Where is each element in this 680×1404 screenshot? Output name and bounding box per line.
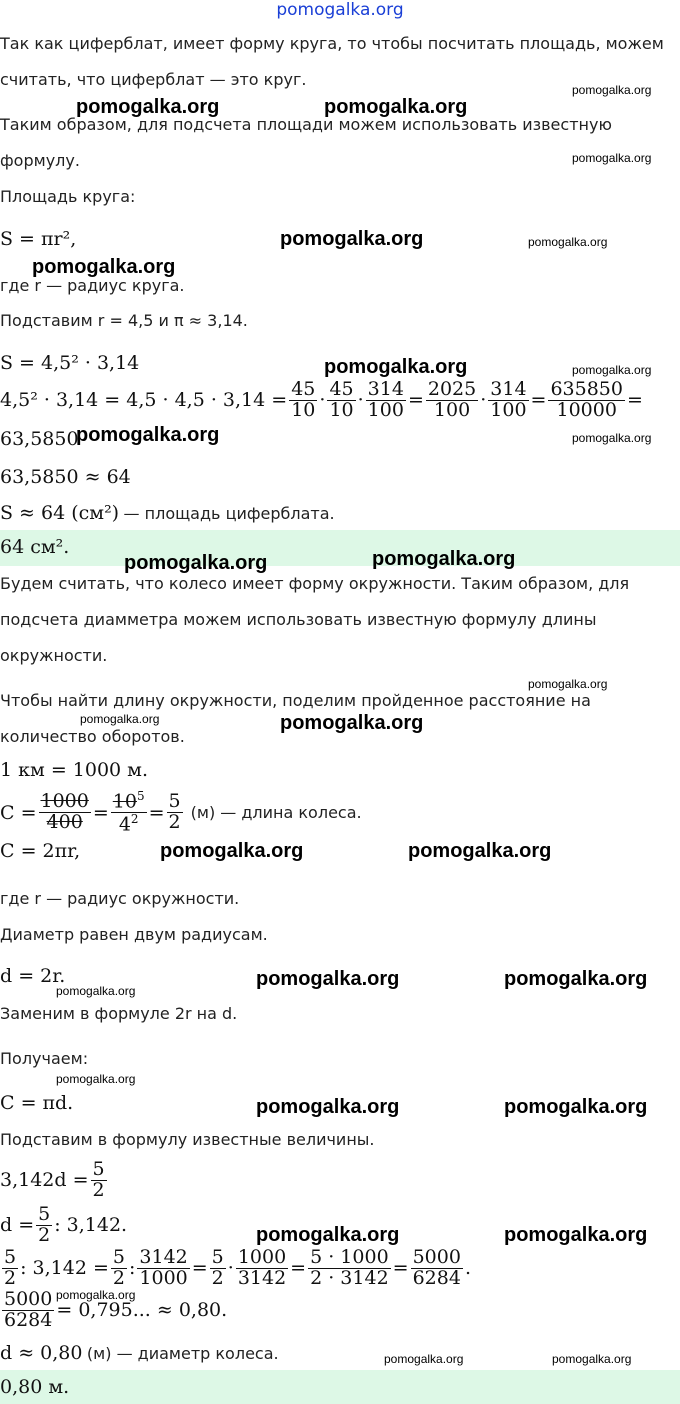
formula-line: $\frac{5000}{6284}$ = 0,795... ≈ 0,80. bbox=[4, 1288, 228, 1331]
formula-fraction-chain: C = $\frac{1000}{400}$ = $\frac{10^5}{4^2}$ = $\frac{5}{2}$ (м) — длина колеса. bbox=[0, 789, 362, 836]
answer-text: 0,80 м. bbox=[0, 1376, 70, 1398]
formula-line: C = πd. bbox=[0, 1092, 74, 1114]
formula-line: d = 2r. bbox=[0, 965, 66, 987]
watermark[interactable]: pomogalka.org bbox=[408, 840, 552, 862]
watermark[interactable]: pomogalka.org bbox=[256, 968, 400, 990]
text-line: формулу. bbox=[0, 151, 80, 170]
formula-fraction-chain: 4,5² · 3,14 = 4,5 · 4,5 · 3,14 = $\frac{45}{10}$ · $\frac{45}{10}$ · $\frac{314}{100}$ = $\frac{2025}{100}$ · $\frac{314}{100}$ = $\frac{635850}{10000}$ = bbox=[0, 378, 643, 421]
watermark[interactable]: pomogalka.org bbox=[528, 677, 608, 691]
watermark[interactable]: pomogalka.org bbox=[56, 984, 136, 998]
text-line: количество оборотов. bbox=[0, 727, 185, 746]
watermark[interactable]: pomogalka.org bbox=[504, 1224, 648, 1246]
fraction: $\frac{5 \cdot 1000}{2 \cdot 3142}$ bbox=[310, 1246, 389, 1289]
answer-text: 64 см². bbox=[0, 536, 70, 558]
text-line: Получаем: bbox=[0, 1049, 89, 1068]
fraction: $\frac{10^5}{4^2}$ bbox=[112, 789, 145, 836]
fraction: $\frac{5}{2}$ bbox=[211, 1246, 224, 1289]
watermark[interactable]: pomogalka.org bbox=[324, 356, 468, 378]
watermark[interactable]: pomogalka.org bbox=[324, 96, 468, 118]
watermark[interactable]: pomogalka.org bbox=[552, 1352, 632, 1366]
watermark[interactable]: pomogalka.org bbox=[256, 1096, 400, 1118]
formula-lhs: C = bbox=[0, 801, 37, 824]
fraction: $\frac{5}{2}$ bbox=[92, 1158, 105, 1201]
fraction: $\frac{1000}{400}$ bbox=[40, 790, 89, 834]
result-text: — площадь циферблата. bbox=[123, 504, 335, 523]
fraction: $\frac{45}{10}$ bbox=[291, 378, 316, 421]
text-line: Подставим r = 4,5 и π ≈ 3,14. bbox=[0, 311, 248, 330]
watermark[interactable]: pomogalka.org bbox=[80, 712, 160, 726]
watermark[interactable]: pomogalka.org bbox=[572, 431, 652, 445]
watermark[interactable]: pomogalka.org bbox=[572, 83, 652, 97]
fraction: $\frac{635850}{10000}$ bbox=[550, 378, 623, 421]
fraction: $\frac{5000}{6284}$ bbox=[4, 1288, 53, 1331]
watermark[interactable]: pomogalka.org bbox=[124, 552, 268, 574]
answer-box bbox=[0, 1370, 680, 1404]
fraction: $\frac{45}{10}$ bbox=[329, 378, 354, 421]
text-line: Чтобы найти длину окружности, поделим пройденное расстояние на bbox=[0, 691, 591, 710]
formula-area: S = πr², bbox=[0, 228, 77, 250]
formula-line: d = $\frac{5}{2}$ : 3,142. bbox=[0, 1203, 128, 1246]
watermark[interactable]: pomogalka.org bbox=[372, 548, 516, 570]
watermark[interactable]: pomogalka.org bbox=[160, 840, 304, 862]
formula-fraction-chain: $\frac{5}{2}$ : 3,142 = $\frac{5}{2}$ : $\frac{3142}{1000}$ = $\frac{5}{2}$ · $\frac{1000}{3142}$ = $\frac{5 \cdot 1000}{2 \cdot 3142}$ = $\frac{5000}{6284}$ . bbox=[4, 1246, 471, 1289]
result-math: d ≈ 0,80 bbox=[0, 1342, 83, 1364]
fraction: $\frac{5}{2}$ bbox=[38, 1203, 51, 1246]
fraction: $\frac{2025}{100}$ bbox=[427, 378, 477, 421]
fraction: $\frac{5}{2}$ bbox=[112, 1246, 125, 1289]
watermark[interactable]: pomogalka.org bbox=[76, 96, 220, 118]
text-line: Будем считать, что колесо имеет форму окружности. Таким образом, для bbox=[0, 574, 630, 593]
watermark[interactable]: pomogalka.org bbox=[384, 1352, 464, 1366]
text-line: подсчета диамметра можем использовать известную формулу длины bbox=[0, 610, 597, 629]
formula-line: C = 2πr, bbox=[0, 840, 81, 862]
text-line: где r — радиус круга. bbox=[0, 276, 185, 295]
answer-box bbox=[0, 530, 680, 566]
watermark-top[interactable]: pomogalka.org bbox=[276, 0, 404, 20]
formula-line: S = 4,5² · 3,14 bbox=[0, 352, 140, 374]
text-line: Диаметр равен двум радиусам. bbox=[0, 925, 268, 944]
watermark[interactable]: pomogalka.org bbox=[56, 1072, 136, 1086]
watermark[interactable]: pomogalka.org bbox=[572, 151, 652, 165]
formula-line: 63,5850 bbox=[0, 428, 79, 450]
text-line: считать, что циферблат — это круг. bbox=[0, 70, 307, 89]
fraction: $\frac{314}{100}$ bbox=[367, 378, 404, 421]
fraction: $\frac{5}{2}$ bbox=[4, 1246, 17, 1289]
formula-line: 1 км = 1000 м. bbox=[0, 759, 148, 781]
text-line: Таким образом, для подсчета площади можем использовать известную bbox=[0, 115, 612, 134]
formula-suffix: (м) — длина колеса. bbox=[190, 803, 362, 823]
formula-line: 3,142d = $\frac{5}{2}$ bbox=[0, 1158, 105, 1201]
watermark[interactable]: pomogalka.org bbox=[280, 712, 424, 734]
result-math: S ≈ 64 (см²) bbox=[0, 502, 120, 524]
watermark[interactable]: pomogalka.org bbox=[280, 228, 424, 250]
watermark[interactable]: pomogalka.org bbox=[56, 1288, 136, 1302]
fraction: $\frac{1000}{3142}$ bbox=[237, 1246, 287, 1289]
watermark[interactable]: pomogalka.org bbox=[504, 968, 648, 990]
fraction: $\frac{314}{100}$ bbox=[490, 378, 527, 421]
text-line: Заменим в формуле 2r на d. bbox=[0, 1004, 238, 1023]
fraction: $\frac{5000}{6284}$ bbox=[412, 1246, 461, 1289]
watermark[interactable]: pomogalka.org bbox=[572, 363, 652, 377]
watermark[interactable]: pomogalka.org bbox=[528, 235, 608, 249]
formula-lhs: 4,5² · 3,14 = 4,5 · 4,5 · 3,14 = bbox=[0, 389, 288, 412]
watermark[interactable]: pomogalka.org bbox=[504, 1096, 648, 1118]
result-text: (м) — диаметр колеса. bbox=[86, 1344, 279, 1363]
formula-line: 63,5850 ≈ 64 bbox=[0, 466, 131, 488]
text-line: где r — радиус окружности. bbox=[0, 889, 240, 908]
watermark[interactable]: pomogalka.org bbox=[76, 424, 220, 446]
text-line: Так как циферблат, имеет форму круга, то чтобы посчитать площадь, можем bbox=[0, 34, 664, 53]
watermark[interactable]: pomogalka.org bbox=[32, 256, 176, 278]
fraction: $\frac{3142}{1000}$ bbox=[139, 1246, 188, 1289]
text-line: окружности. bbox=[0, 646, 108, 665]
result-line bbox=[0, 1342, 279, 1364]
result-line bbox=[0, 502, 335, 524]
watermark[interactable]: pomogalka.org bbox=[256, 1224, 400, 1246]
fraction: $\frac{5}{2}$ bbox=[168, 790, 181, 834]
text-line: Подставим в формулу известные величины. bbox=[0, 1130, 375, 1149]
text-line: Площадь круга: bbox=[0, 187, 136, 206]
